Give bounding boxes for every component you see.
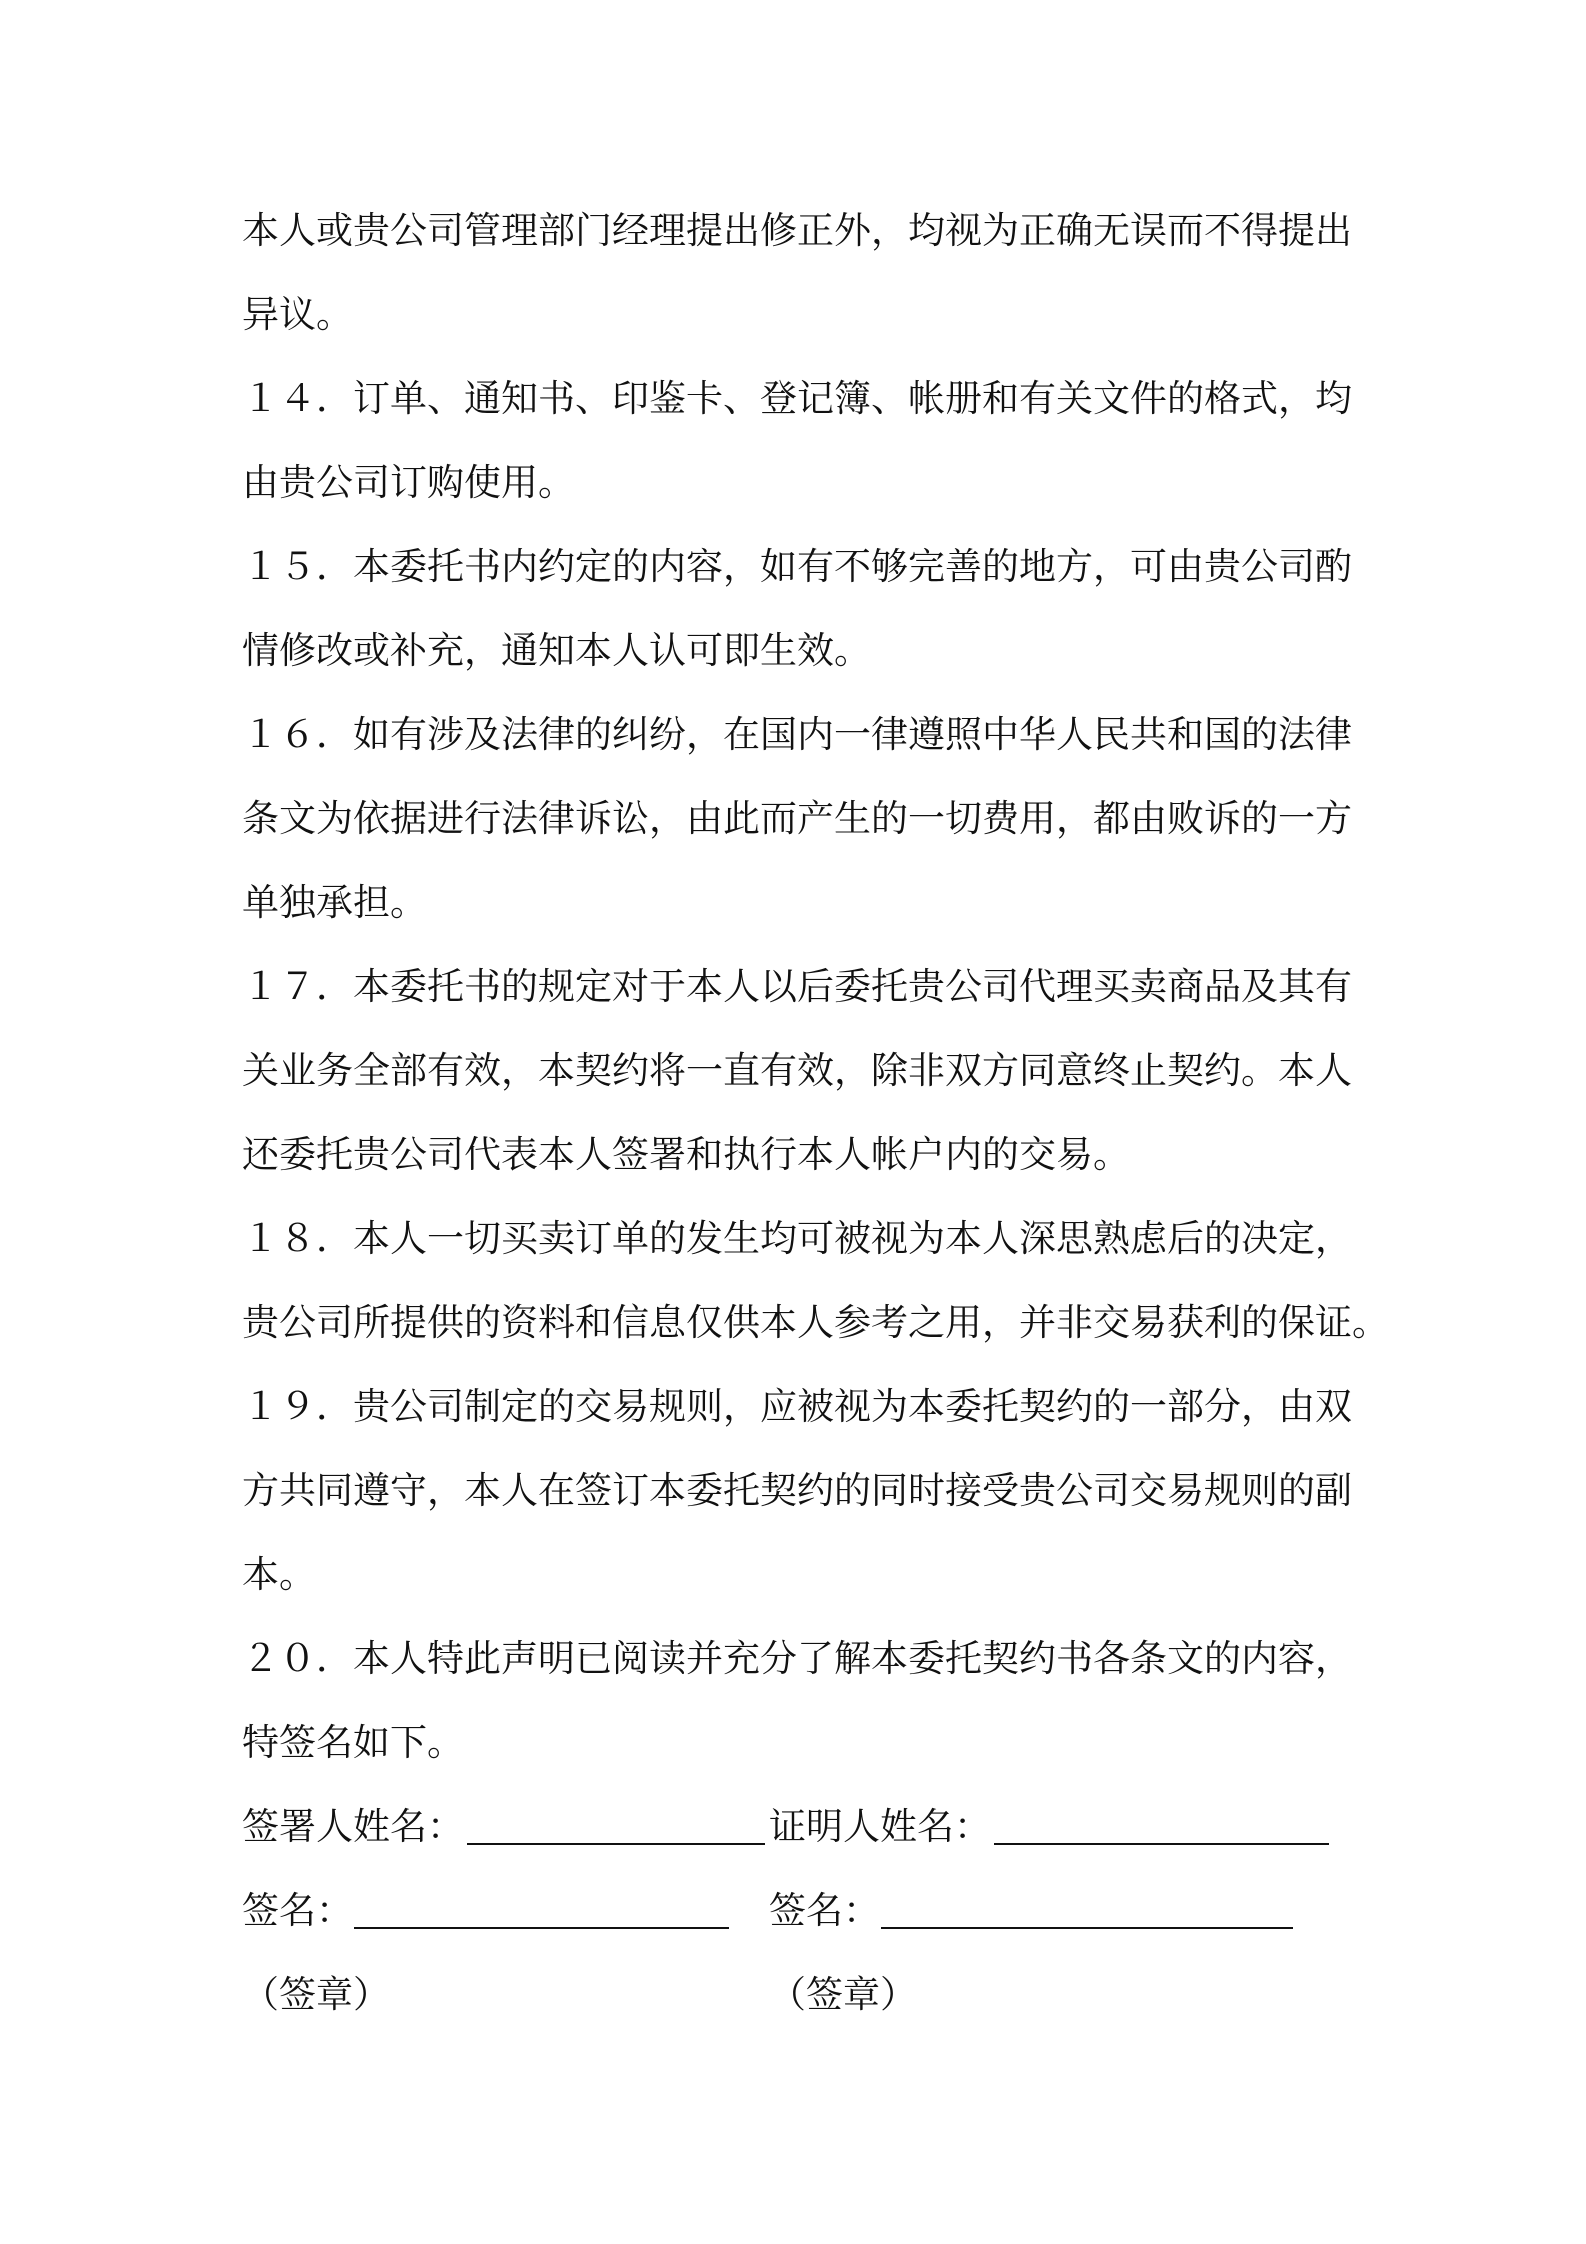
witness-name-field[interactable]	[994, 1843, 1329, 1845]
text-line: 关业务全部有效，本契约将一直有效，除非双方同意终止契约。本人	[242, 1049, 1352, 1092]
signature-row	[242, 1887, 1342, 1937]
text-line: 本人或贵公司管理部门经理提出修正外，均视为正确无误而不得提出	[242, 209, 1352, 252]
witness-name-label: 证明人姓名：	[769, 1805, 991, 1848]
clause-19-line: １９．贵公司制定的交易规则，应被视为本委托契约的一部分，由双	[242, 1385, 1352, 1428]
text-line: 特签名如下。	[242, 1721, 464, 1764]
text-line: 由贵公司订购使用。	[242, 461, 575, 504]
text-line: 情修改或补充，通知本人认可即生效。	[242, 629, 871, 672]
clause-18-line: １８．本人一切买卖订单的发生均可被视为本人深思熟虑后的决定，	[242, 1217, 1352, 1260]
text-line: 方共同遵守，本人在签订本委托契约的同时接受贵公司交易规则的副	[242, 1469, 1352, 1512]
clause-14-line: １４．订单、通知书、印鉴卡、登记簿、帐册和有关文件的格式，均	[242, 377, 1352, 420]
text-line: 本。	[242, 1553, 316, 1596]
text-line: 贵公司所提供的资料和信息仅供本人参考之用，并非交易获利的保证。	[242, 1301, 1389, 1344]
text-line: 单独承担。	[242, 881, 427, 924]
signer-stamp: （签章）	[242, 1973, 390, 2016]
text-line: 条文为依据进行法律诉讼，由此而产生的一切费用，都由败诉的一方	[242, 797, 1352, 840]
signer-name-field[interactable]	[467, 1843, 765, 1845]
clause-15-line: １５．本委托书内约定的内容，如有不够完善的地方，可由贵公司酌	[242, 545, 1352, 588]
witness-sign-field[interactable]	[881, 1927, 1293, 1929]
text-line: 还委托贵公司代表本人签署和执行本人帐户内的交易。	[242, 1133, 1130, 1176]
name-row	[242, 1803, 1342, 1853]
witness-stamp: （签章）	[769, 1973, 917, 2016]
signer-name-label: 签署人姓名：	[242, 1805, 464, 1848]
text-line: 异议。	[242, 293, 353, 336]
witness-sign-label: 签名：	[769, 1889, 880, 1932]
signer-sign-field[interactable]	[354, 1927, 729, 1929]
clause-16-line: １６．如有涉及法律的纠纷，在国内一律遵照中华人民共和国的法律	[242, 713, 1352, 756]
signer-sign-label: 签名：	[242, 1889, 353, 1932]
clause-20-line: ２０．本人特此声明已阅读并充分了解本委托契约书各条文的内容，	[242, 1637, 1352, 1680]
clause-17-line: １７．本委托书的规定对于本人以后委托贵公司代理买卖商品及其有	[242, 965, 1352, 1008]
